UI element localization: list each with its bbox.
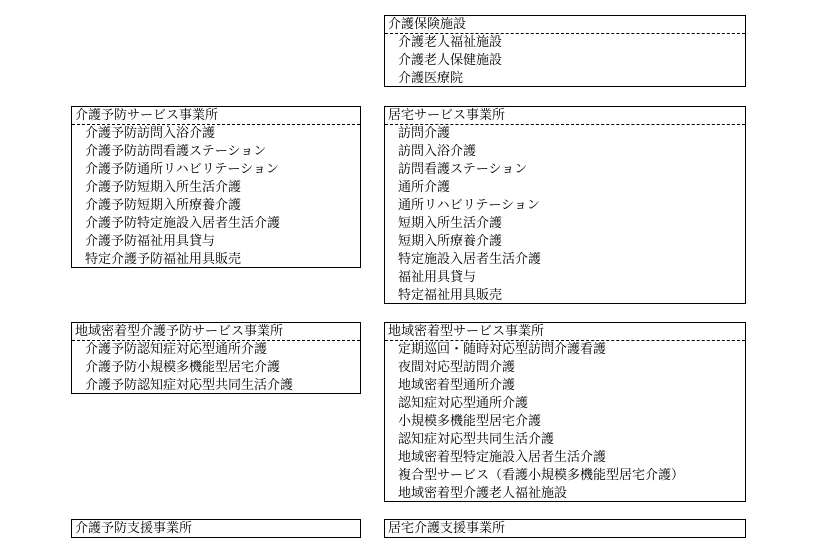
box-title: 居宅サービス事業所 — [385, 107, 745, 125]
list-item: 複合型サービス（看護小規模多機能型居宅介護） — [398, 468, 685, 483]
list-item: 通所介護 — [398, 180, 451, 195]
list-item: 介護予防短期入所生活介護 — [85, 180, 242, 195]
box-title: 居宅介護支援事業所 — [388, 521, 506, 536]
list-item: 介護予防小規模多機能型居宅介護 — [85, 360, 281, 375]
list-item: 訪問介護 — [398, 126, 451, 141]
list-item: 介護予防短期入所療養介護 — [85, 198, 242, 213]
list-item: 認知症対応型共同生活介護 — [398, 432, 555, 447]
list-item: 介護老人福祉施設 — [398, 35, 503, 50]
box-title: 地域密着型介護予防サービス事業所 — [72, 323, 360, 341]
list-item: 介護予防通所リハビリテーション — [85, 162, 279, 177]
facility-box-preventive-service — [71, 106, 361, 268]
facility-box-community-preventive-service — [71, 322, 361, 394]
list-item: 短期入所療養介護 — [398, 234, 503, 249]
list-item: 介護予防認知症対応型共同生活介護 — [85, 378, 294, 393]
list-item: 定期巡回・随時対応型訪問介護看護 — [398, 342, 607, 357]
list-item: 福祉用具貸与 — [398, 270, 477, 285]
list-item: 地域密着型特定施設入居者生活介護 — [398, 450, 607, 465]
list-item: 介護予防訪問看護ステーション — [85, 144, 267, 159]
list-item: 通所リハビリテーション — [398, 198, 540, 213]
list-item: 介護医療院 — [398, 71, 464, 86]
box-title: 介護予防支援事業所 — [75, 521, 193, 536]
list-item: 介護老人保健施設 — [398, 53, 503, 68]
list-item: 訪問入浴介護 — [398, 144, 477, 159]
facility-box-care-insurance — [384, 15, 746, 87]
box-title: 介護保険施設 — [385, 16, 745, 34]
item-list — [385, 341, 745, 503]
box-title: 介護予防サービス事業所 — [72, 107, 360, 125]
list-item: 認知症対応型通所介護 — [398, 396, 529, 411]
list-item: 小規模多機能型居宅介護 — [398, 414, 542, 429]
list-item: 特定施設入居者生活介護 — [398, 252, 542, 267]
list-item: 短期入所生活介護 — [398, 216, 503, 231]
item-list — [385, 34, 745, 88]
item-list — [72, 125, 360, 269]
list-item: 介護予防特定施設入居者生活介護 — [85, 216, 281, 231]
list-item: 介護予防福祉用具貸与 — [85, 234, 216, 249]
facility-box-preventive-support — [71, 519, 361, 538]
item-list — [72, 341, 360, 395]
list-item: 地域密着型通所介護 — [398, 378, 516, 393]
facility-box-community-service — [384, 322, 746, 502]
facility-box-home-care-support — [384, 519, 746, 538]
list-item: 介護予防認知症対応型通所介護 — [85, 342, 268, 357]
box-title: 地域密着型サービス事業所 — [385, 323, 745, 341]
list-item: 特定介護予防福祉用具販売 — [85, 252, 242, 267]
list-item: 介護予防訪問入浴介護 — [85, 126, 216, 141]
list-item: 地域密着型介護老人福祉施設 — [398, 486, 568, 501]
list-item: 訪問看護ステーション — [398, 162, 528, 177]
facility-box-home-service — [384, 106, 746, 304]
list-item: 夜間対応型訪問介護 — [398, 360, 516, 375]
item-list — [385, 125, 745, 305]
list-item: 特定福祉用具販売 — [398, 288, 503, 303]
